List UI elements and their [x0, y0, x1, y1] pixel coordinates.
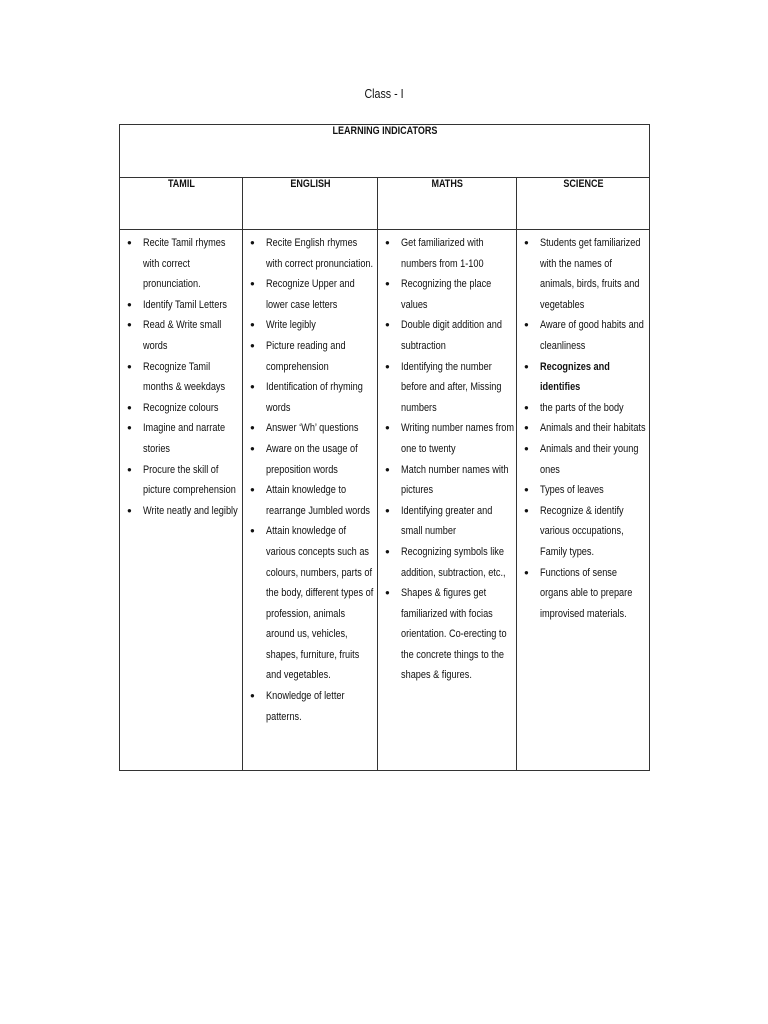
bullet-icon: ●: [250, 443, 255, 453]
tamil-indicators-cell: [120, 230, 243, 771]
science-indicators-cell: [517, 230, 650, 771]
list-item: [243, 480, 377, 521]
list-item: [378, 501, 516, 542]
bullet-icon: ●: [250, 382, 255, 392]
list-item: [517, 398, 649, 419]
list-item: [243, 439, 377, 480]
list-item: [517, 233, 649, 315]
table-header: LEARNING INDICATORS: [332, 125, 437, 137]
bullet-icon: ●: [127, 299, 132, 309]
bullet-icon: ●: [127, 238, 132, 247]
table-header-cell: [120, 125, 650, 178]
list-item-text: Double digit addition and subtraction: [401, 319, 502, 352]
list-item: [378, 418, 516, 459]
list-item-text: Students get familiarized with the names of animals, birds, fruits and vegetables: [540, 237, 641, 311]
list-item: [243, 233, 377, 274]
list-item-text: Write neatly and legibly: [143, 504, 238, 517]
english-indicator-list: [243, 230, 377, 727]
list-item: [120, 295, 242, 316]
maths-indicator-list: [378, 230, 516, 686]
list-item-text: Attain knowledge of various concepts such as colours, numbers, parts of the body, different types of profession, animals around us, vehicles, shapes, furniture, fruits and vegetables.: [266, 525, 374, 682]
page-title: Class - I: [364, 86, 404, 101]
bullet-icon: ●: [524, 505, 529, 515]
bullet-icon: ●: [250, 279, 255, 289]
bullet-icon: ●: [127, 320, 132, 330]
list-item-text: Animals and their young ones: [540, 442, 639, 476]
maths-indicators-cell: [378, 230, 517, 771]
list-item-text: Recognize Upper and lower case letters: [266, 278, 355, 311]
bullet-icon: ●: [524, 423, 529, 433]
bullet-icon: ●: [127, 402, 132, 412]
list-item: [378, 542, 516, 583]
list-item-text: Aware on the usage of preposition words: [266, 442, 358, 476]
list-item: [243, 418, 377, 439]
list-item-text: Shapes & figures get familiarized with focias orientation. Co-erecting to the concrete things to the shapes & figures.: [401, 587, 507, 682]
list-item: [517, 418, 649, 439]
list-item: [517, 439, 649, 480]
list-item-text: Recognize colours: [143, 401, 219, 414]
list-item-text: Types of leaves: [540, 484, 604, 497]
list-item-text: Identifying the number before and after, Missing numbers: [401, 360, 502, 414]
list-item-text: Picture reading and comprehension: [266, 339, 346, 373]
science-indicator-list: [517, 230, 649, 624]
bullet-icon: ●: [385, 238, 390, 247]
list-item-text: Get familiarized with numbers from 1-100: [401, 237, 484, 270]
bullet-icon: ●: [127, 464, 132, 474]
list-item: [120, 315, 242, 356]
list-item-text: Identifying greater and small number: [401, 504, 493, 538]
list-item-text: Read & Write small words: [143, 319, 222, 352]
list-item: [378, 274, 516, 315]
bullet-icon: ●: [250, 423, 255, 433]
learning-indicators-table: [119, 124, 650, 771]
list-item-text: Functions of sense organs able to prepare improvised materials.: [540, 566, 633, 620]
list-item: [243, 336, 377, 377]
list-item-text: Imagine and narrate stories: [143, 422, 226, 455]
bullet-icon: ●: [127, 505, 132, 515]
bullet-icon: ●: [385, 279, 390, 289]
list-item: [517, 480, 649, 501]
list-item-text: Procure the skill of picture comprehension: [143, 463, 236, 497]
bullet-icon: ●: [385, 546, 390, 556]
list-item-text: Recognizes and identifies: [540, 360, 610, 394]
bullet-icon: ●: [250, 526, 255, 536]
list-item: [517, 563, 649, 625]
list-item-text: Recognize & identify various occupations, Family types.: [540, 504, 624, 558]
english-indicators-cell: [243, 230, 378, 771]
list-item: [120, 233, 242, 295]
bullet-icon: ●: [385, 505, 390, 515]
list-item: [243, 315, 377, 336]
list-item-text: Recite English rhymes with correct pronunciation.: [266, 237, 374, 270]
list-item-text: Recognizing the place values: [401, 278, 492, 311]
indicators-body-row: [120, 230, 650, 771]
list-item-text: Identify Tamil Letters: [143, 298, 227, 311]
bullet-icon: ●: [127, 361, 132, 371]
list-item: [378, 315, 516, 356]
list-item-text: Identification of rhyming words: [266, 381, 363, 414]
list-item: [378, 583, 516, 686]
list-item: [243, 686, 377, 727]
subject-heading-english: [243, 178, 378, 230]
bullet-icon: ●: [250, 238, 255, 247]
bullet-icon: ●: [524, 320, 529, 330]
subject-heading-label: ENGLISH: [289, 178, 331, 190]
list-item-text: Attain knowledge to rearrange Jumbled words: [266, 484, 371, 517]
bullet-icon: ●: [524, 443, 529, 453]
bullet-icon: ●: [524, 402, 529, 412]
subject-heading-label: MATHS: [431, 178, 463, 190]
list-item: [120, 398, 242, 419]
list-item: [120, 418, 242, 459]
list-item: [120, 357, 242, 398]
bullet-icon: ●: [127, 423, 132, 433]
subject-heading-label: SCIENCE: [562, 178, 604, 190]
bullet-icon: ●: [250, 485, 255, 495]
subject-heading-maths: [378, 178, 517, 230]
list-item-text: the parts of the body: [540, 401, 624, 414]
tamil-indicator-list: [120, 230, 242, 521]
bullet-icon: ●: [385, 361, 390, 371]
list-item-text: Write legibly: [266, 319, 316, 332]
bullet-icon: ●: [250, 320, 255, 330]
list-item: [517, 501, 649, 563]
bullet-icon: ●: [524, 485, 529, 495]
list-item: [378, 357, 516, 419]
list-item-text: Aware of good habits and cleanliness: [540, 319, 644, 352]
table-header-row: [120, 125, 650, 178]
bullet-icon: ●: [250, 340, 255, 350]
bullet-icon: ●: [524, 361, 529, 371]
list-item-text: Writing number names from one to twenty: [401, 422, 515, 455]
list-item-text: Answer ‘Wh’ questions: [266, 422, 359, 435]
bullet-icon: ●: [385, 588, 390, 598]
bullet-icon: ●: [524, 238, 529, 247]
bullet-icon: ●: [385, 423, 390, 433]
list-item: [243, 274, 377, 315]
list-item: [517, 315, 649, 356]
bullet-icon: ●: [524, 567, 529, 577]
subject-header-row: [120, 178, 650, 230]
bullet-icon: ●: [385, 464, 390, 474]
list-item-text: Recognizing symbols like addition, subtraction, etc.,: [401, 545, 506, 579]
bullet-icon: ●: [385, 320, 390, 330]
subject-heading-label: TAMIL: [167, 178, 195, 190]
list-item-text: Match number names with pictures: [401, 463, 509, 497]
list-item: [243, 521, 377, 686]
list-item: [378, 233, 516, 274]
subject-heading-tamil: [120, 178, 243, 230]
list-item-text: Recite Tamil rhymes with correct pronunciation.: [143, 237, 226, 291]
list-item: [120, 501, 242, 522]
subject-heading-science: [517, 178, 650, 230]
list-item: [378, 460, 516, 501]
list-item: [243, 377, 377, 418]
list-item: [120, 460, 242, 501]
list-item-text: Recognize Tamil months & weekdays: [143, 360, 226, 394]
bullet-icon: ●: [250, 691, 255, 701]
list-item: [517, 357, 649, 398]
list-item-text: Animals and their habitats: [540, 422, 646, 435]
list-item-text: Knowledge of letter patterns.: [266, 690, 345, 723]
